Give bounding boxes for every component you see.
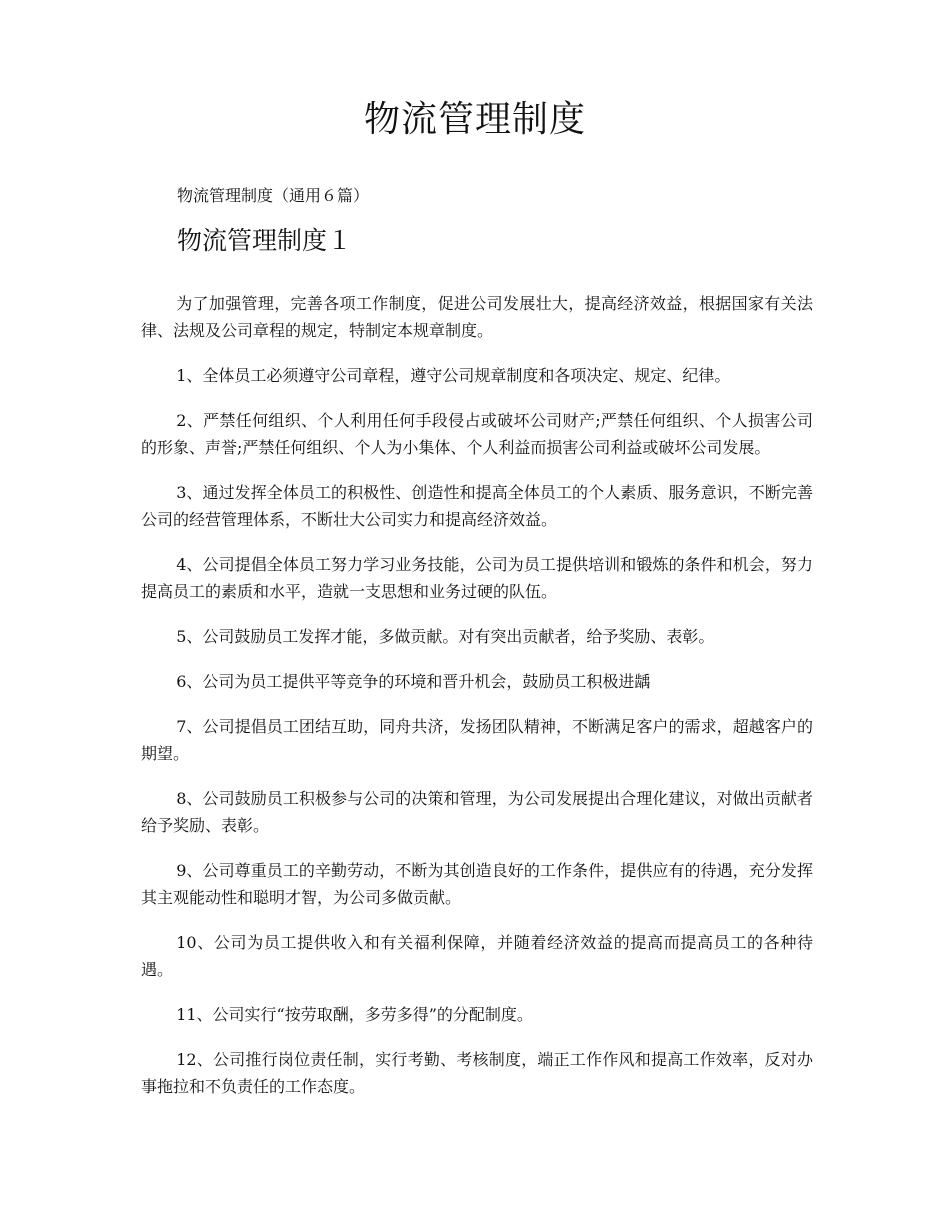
rule-paragraph-3: 3、通过发挥全体员工的积极性、创造性和提高全体员工的个人素质、服务意识，不断完善公司的经营管理体系，不断壮大公司实力和提高经济效益。 (141, 483, 813, 529)
rule-paragraph-8: 8、公司鼓励员工积极参与公司的决策和管理，为公司发展提出合理化建议，对做出贡献者给予奖励、表彰。 (141, 789, 813, 835)
rule-paragraph-9: 9、公司尊重员工的辛勤劳动，不断为其创造良好的工作条件，提供应有的待遇，充分发挥其主观能动性和聪明才智，为公司多做贡献。 (141, 861, 813, 907)
rule-paragraph-5: 5、公司鼓励员工发挥才能，多做贡献。对有突出贡献者，给予奖励、表彰。 (176, 627, 715, 646)
page-title: 物流管理制度 (363, 99, 586, 140)
rule-paragraph-11: 11、公司实行“按劳取酬，多劳多得”的分配制度。 (176, 1005, 533, 1024)
rule-paragraph-10: 10、公司为员工提供收入和有关福利保障，并随着经济效益的提高而提高员工的各种待遇。 (141, 933, 813, 979)
document-body (141, 290, 813, 1118)
rule-paragraph-12: 12、公司推行岗位责任制，实行考勤、考核制度，端正工作作风和提高工作效率，反对办事拖拉和不负责任的工作态度。 (141, 1050, 813, 1096)
document-subtitle: 物流管理制度（通用６篇） (177, 186, 370, 205)
rule-paragraph-7: 7、公司提倡员工团结互助，同舟共济，发扬团队精神，不断满足客户的需求，超越客户的期望。 (141, 717, 813, 763)
rule-paragraph-2: 2、严禁任何组织、个人利用任何手段侵占或破坏公司财产;严禁任何组织、个人损害公司的形象、声誉;严禁任何组织、个人为小集体、个人利益而损害公司利益或破坏公司发展。 (141, 411, 813, 457)
rule-paragraph-1: 1、全体员工必须遵守公司章程，遵守公司规章制度和各项决定、规定、纪律。 (176, 366, 731, 385)
rule-paragraph-4: 4、公司提倡全体员工努力学习业务技能，公司为员工提供培训和锻炼的条件和机会，努力提高员工的素质和水平，造就一支思想和业务过硬的队伍。 (141, 555, 813, 601)
rule-paragraph-6: 6、公司为员工提供平等竞争的环境和晋升机会，鼓励员工积极进龋 (176, 672, 651, 691)
intro-paragraph: 为了加强管理，完善各项工作制度，促进公司发展壮大，提高经济效益，根据国家有关法律、法规及公司章程的规定，特制定本规章制度。 (141, 294, 813, 340)
section-heading: 物流管理制度１ (177, 226, 353, 255)
